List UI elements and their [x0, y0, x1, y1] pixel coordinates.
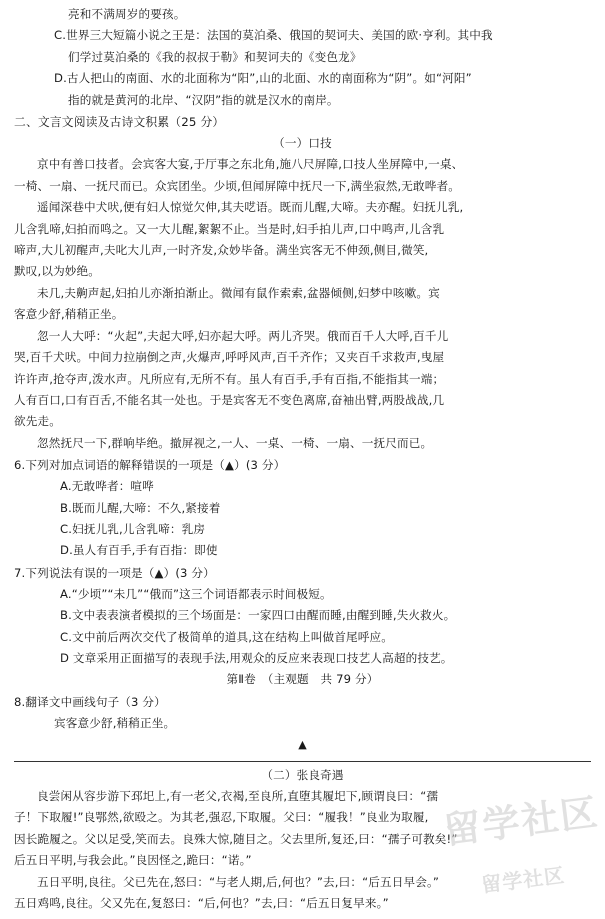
divider-rule — [14, 761, 591, 762]
mc-option-c-line1: C.世界三大短篇小说之王是：法国的莫泊桑、俄国的契诃夫、美国的欧·亨利。其中我 — [54, 28, 493, 43]
passage2-title: （二）张良奇遇 — [261, 767, 344, 782]
passage1-line: 未几,夫齁声起,妇拍儿亦渐拍渐止。微闻有鼠作索索,盆器倾侧,妇梦中咳嗽。宾 — [37, 285, 440, 300]
passage2-line: 子！下取履!”良鄂然,欲殴之。为其老,强忍,下取履。父曰：“履我！”良业为取履, — [14, 810, 429, 825]
top-fragment: 亮和不满周岁的要孩。 — [68, 7, 186, 21]
question-8-stem: 8.翻译文中画线句子（3 分） — [14, 694, 166, 709]
question-6-option-a[interactable]: A.无敢哗者：喧哗 — [60, 479, 154, 494]
question-7-option-d[interactable]: D 文章采用正面描写的表现手法,用观众的反应来表现口技艺人高超的技艺。 — [60, 650, 453, 665]
passage2-line: 后五日平明,与我会此。”良因怪之,跪曰：“诺。” — [14, 853, 252, 868]
question-7-stem: 7.下列说法有误的一项是（▲）(3 分） — [14, 565, 215, 580]
passage1-line: 人有百口,口有百舌,不能名其一处也。于是宾客无不变色离席,奋袖出臂,两股战战,几 — [14, 392, 445, 407]
question-7-option-c[interactable]: C.文中前后两次交代了极简单的道具,这在结构上叫做首尾呼应。 — [60, 629, 393, 644]
passage2-line: 良尝闲从容步游下邳圯上,有一老父,衣褐,至良所,直堕其履圯下,顾谓良曰：“孺 — [37, 789, 439, 803]
passage1-line: 遥闻深巷中犬吠,便有妇人惊觉欠伸,其夫呓语。既而儿醒,大啼。夫亦醒。妇抚儿乳, — [37, 200, 464, 215]
question-6-option-c[interactable]: C.妇抚儿乳,儿含乳啼：乳房 — [60, 521, 206, 536]
question-6-stem: 6.下列对加点词语的解释错误的一项是（▲）(3 分） — [14, 458, 286, 473]
passage1-line: 忽一人大呼：“火起”,夫起大呼,妇亦起大呼。两儿齐哭。俄而百千人大呼,百千儿 — [37, 328, 449, 343]
section-heading-two: 二、文言文阅读及古诗文积累（25 分） — [14, 115, 225, 130]
watermark-text-secondary: 留学社区 — [480, 862, 567, 898]
passage1-line: 客意少舒,稍稍正坐。 — [14, 307, 124, 322]
passage1-title: （一）口技 — [273, 136, 332, 151]
question-6-option-d[interactable]: D.虽人有百手,手有百指：即使 — [60, 543, 218, 558]
passage1-line: 哭,百千犬吠。中间力拉崩倒之声,火爆声,呼呼风声,百千齐作；又夹百千求救声,曳屋 — [14, 350, 445, 365]
question-6-option-b[interactable]: B.既而儿醒,大啼：不久,紧接着 — [60, 500, 221, 515]
passage2-line: 因长跪履之。父以足受,笑而去。良殊大惊,随目之。父去里所,复还,曰：“孺子可教矣!” — [14, 831, 458, 846]
passage1-line: 一椅、一扇、一抚尺而已。众宾团坐。少顷,但闻屏障中抚尺一下,满坐寂然,无敢哗者。 — [14, 178, 461, 193]
question-7-option-a[interactable]: A.“少顷”“未几”“俄而”这三个词语都表示时间极短。 — [60, 586, 332, 601]
question-7-option-b[interactable]: B.文中表表演者模拟的三个场面是：一家四口由醒而睡,由醒到睡,失火救火。 — [60, 608, 456, 623]
passage1-line: 欲先走。 — [14, 414, 61, 429]
passage1-line: 啼声,大儿初醒声,夫叱大儿声,一时齐发,众妙毕备。满坐宾客无不伸颈,侧目,微笑, — [14, 243, 429, 258]
mc-option-c-line2: 们学过莫泊桑的《我的叔叔于勒》和契诃夫的《变色龙》 — [68, 49, 362, 64]
question-8-sentence: 宾客意少舒,稍稍正坐。 — [54, 715, 176, 730]
answer-triangle-mark: ▲ — [298, 738, 307, 752]
passage1-line: 忽然抚尺一下,群响毕绝。撤屏视之,一人、一桌、一椅、一扇、一抚尺而已。 — [37, 435, 433, 450]
passage2-line: 五日平明,良往。父已先在,怒曰：“与老人期,后,何也？”去,曰：“后五日早会。” — [37, 874, 440, 889]
watermark-text: 留学社区 — [441, 790, 602, 853]
passage1-line: 默叹,以为妙绝。 — [14, 264, 101, 279]
passage1-line: 儿含乳啼,妇拍而鸣之。又一大儿醒,絮絮不止。当是时,妇手拍儿声,口中鸣声,儿含乳 — [14, 221, 445, 236]
passage1-line: 京中有善口技者。会宾客大宴,于厅事之东北角,施八尺屏障,口技人坐屏障中,一桌、 — [37, 157, 464, 172]
mc-option-d-line2: 指的就是黄河的北岸、“汉阴”指的就是汉水的南岸。 — [68, 92, 339, 107]
passage2-line: 五日鸡鸣,良往。父又先在,复怒曰：“后,何也？”去,曰：“后五日复早来。” — [14, 896, 389, 911]
mc-option-d-line1: D.古人把山的南面、水的北面称为“阳”,山的北面、水的南面称为“阴”。如“河阳” — [54, 71, 472, 86]
part-2-header: 第Ⅱ卷 （主观题 共 79 分） — [226, 672, 379, 687]
passage1-line: 许许声,抢夺声,泼水声。凡所应有,无所不有。虽人有百手,手有百指,不能指其一端； — [14, 371, 445, 386]
